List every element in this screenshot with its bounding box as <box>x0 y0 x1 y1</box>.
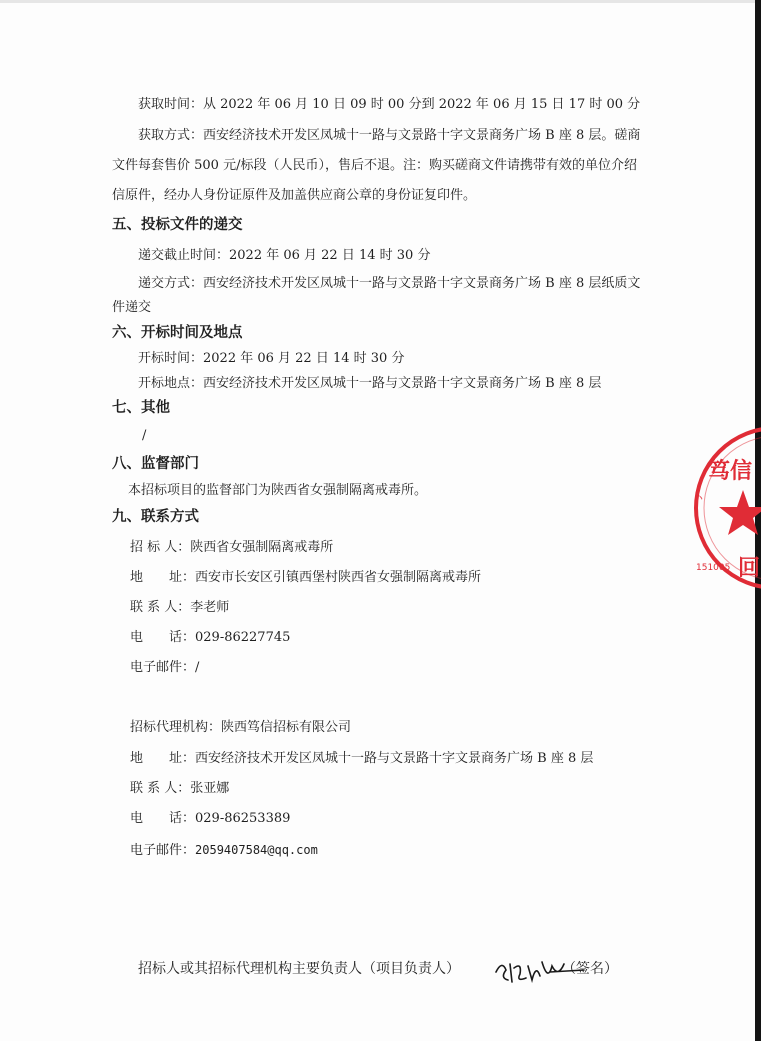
agency-phone-label: 电 话： <box>130 811 196 826</box>
svg-text:丶: 丶 <box>694 491 707 505</box>
section-8-heading: 八、监督部门 <box>112 456 199 472</box>
opening-place: 开标地点：西安经济技术开发区凤城十一路与文景路十字文景商务广场 B 座 8 层 <box>138 376 602 391</box>
purchaser-phone-label: 电 话： <box>130 630 196 645</box>
supervision-content: 本招标项目的监督部门为陕西省女强制隔离戒毒所。 <box>128 483 428 498</box>
purchaser-phone-line <box>130 630 290 646</box>
other-content: / <box>142 428 147 443</box>
purchaser-phone: 029-86227745 <box>195 630 291 645</box>
seal-star-icon <box>719 490 761 535</box>
agency-phone-line <box>130 811 290 827</box>
acquire-method-line-2: 文件每套售价 500 元/标段（人民币），售后不退。注：购买磋商文件请携带有效的单位介绍 <box>112 158 637 173</box>
purchaser-address-label: 地 址： <box>130 570 196 585</box>
agency-address-label: 地 址： <box>130 751 196 766</box>
acquire-time: 获取时间：从 2022 年 06 月 10 日 09 时 00 分到 2022 年 06 月 15 日 17 时 00 分 <box>138 97 641 112</box>
agency-email: 2059407584@qq.com <box>195 843 318 857</box>
section-7-heading: 七、其他 <box>112 400 170 416</box>
purchaser-line: 招 标 人：陕西省女强制隔离戒毒所 <box>130 540 334 555</box>
agency-phone: 029-86253389 <box>195 811 291 826</box>
submit-method-line-2: 件递交 <box>112 300 152 315</box>
seal-char-bottom: 回 <box>738 556 761 581</box>
section-9-heading: 九、联系方式 <box>112 509 199 525</box>
scan-edge-top <box>0 0 761 3</box>
submit-deadline: 递交截止时间：2022 年 06 月 22 日 14 时 30 分 <box>138 248 431 263</box>
seal-char-top: 笃信 <box>708 459 753 484</box>
agency-address: 西安经济技术开发区凤城十一路与文景路十字文景商务广场 B 座 8 层 <box>195 751 594 766</box>
agency-contact: 联 系 人：张亚娜 <box>130 781 230 796</box>
opening-time: 开标时间：2022 年 06 月 22 日 14 时 30 分 <box>138 351 405 366</box>
signature-suffix: （签名） <box>562 961 618 977</box>
submit-method-line-1: 递交方式：西安经济技术开发区凤城十一路与文景路十字文景商务广场 B 座 8 层纸质文 <box>138 276 641 291</box>
company-seal <box>688 420 761 595</box>
handwritten-signature <box>492 952 588 992</box>
purchaser-contact: 联 系 人：李老师 <box>130 600 230 615</box>
section-6-heading: 六、开标时间及地点 <box>112 325 243 341</box>
section-5-heading: 五、投标文件的递交 <box>112 217 243 233</box>
acquire-method-line-3: 信原件，经办人身份证原件及加盖供应商公章的身份证复印件。 <box>112 188 477 203</box>
agency-address-line <box>130 751 593 767</box>
acquire-method-line-1: 获取方式：西安经济技术开发区凤城十一路与文景路十字文景商务广场 B 座 8 层。磋商 <box>138 128 641 143</box>
agency-email-label: 电子邮件： <box>130 843 196 858</box>
agency-line: 招标代理机构：陕西笃信招标有限公司 <box>130 720 352 735</box>
signature-prefix: 招标人或其招标代理机构主要负责人（项目负责人） <box>138 961 460 977</box>
agency-email-line <box>130 842 318 859</box>
seal-number: 151005 <box>696 563 731 573</box>
purchaser-email: 电子邮件：/ <box>130 660 200 675</box>
purchaser-address: 西安市长安区引镇西堡村陕西省女强制隔离戒毒所 <box>195 570 482 585</box>
purchaser-address-line <box>130 570 481 586</box>
